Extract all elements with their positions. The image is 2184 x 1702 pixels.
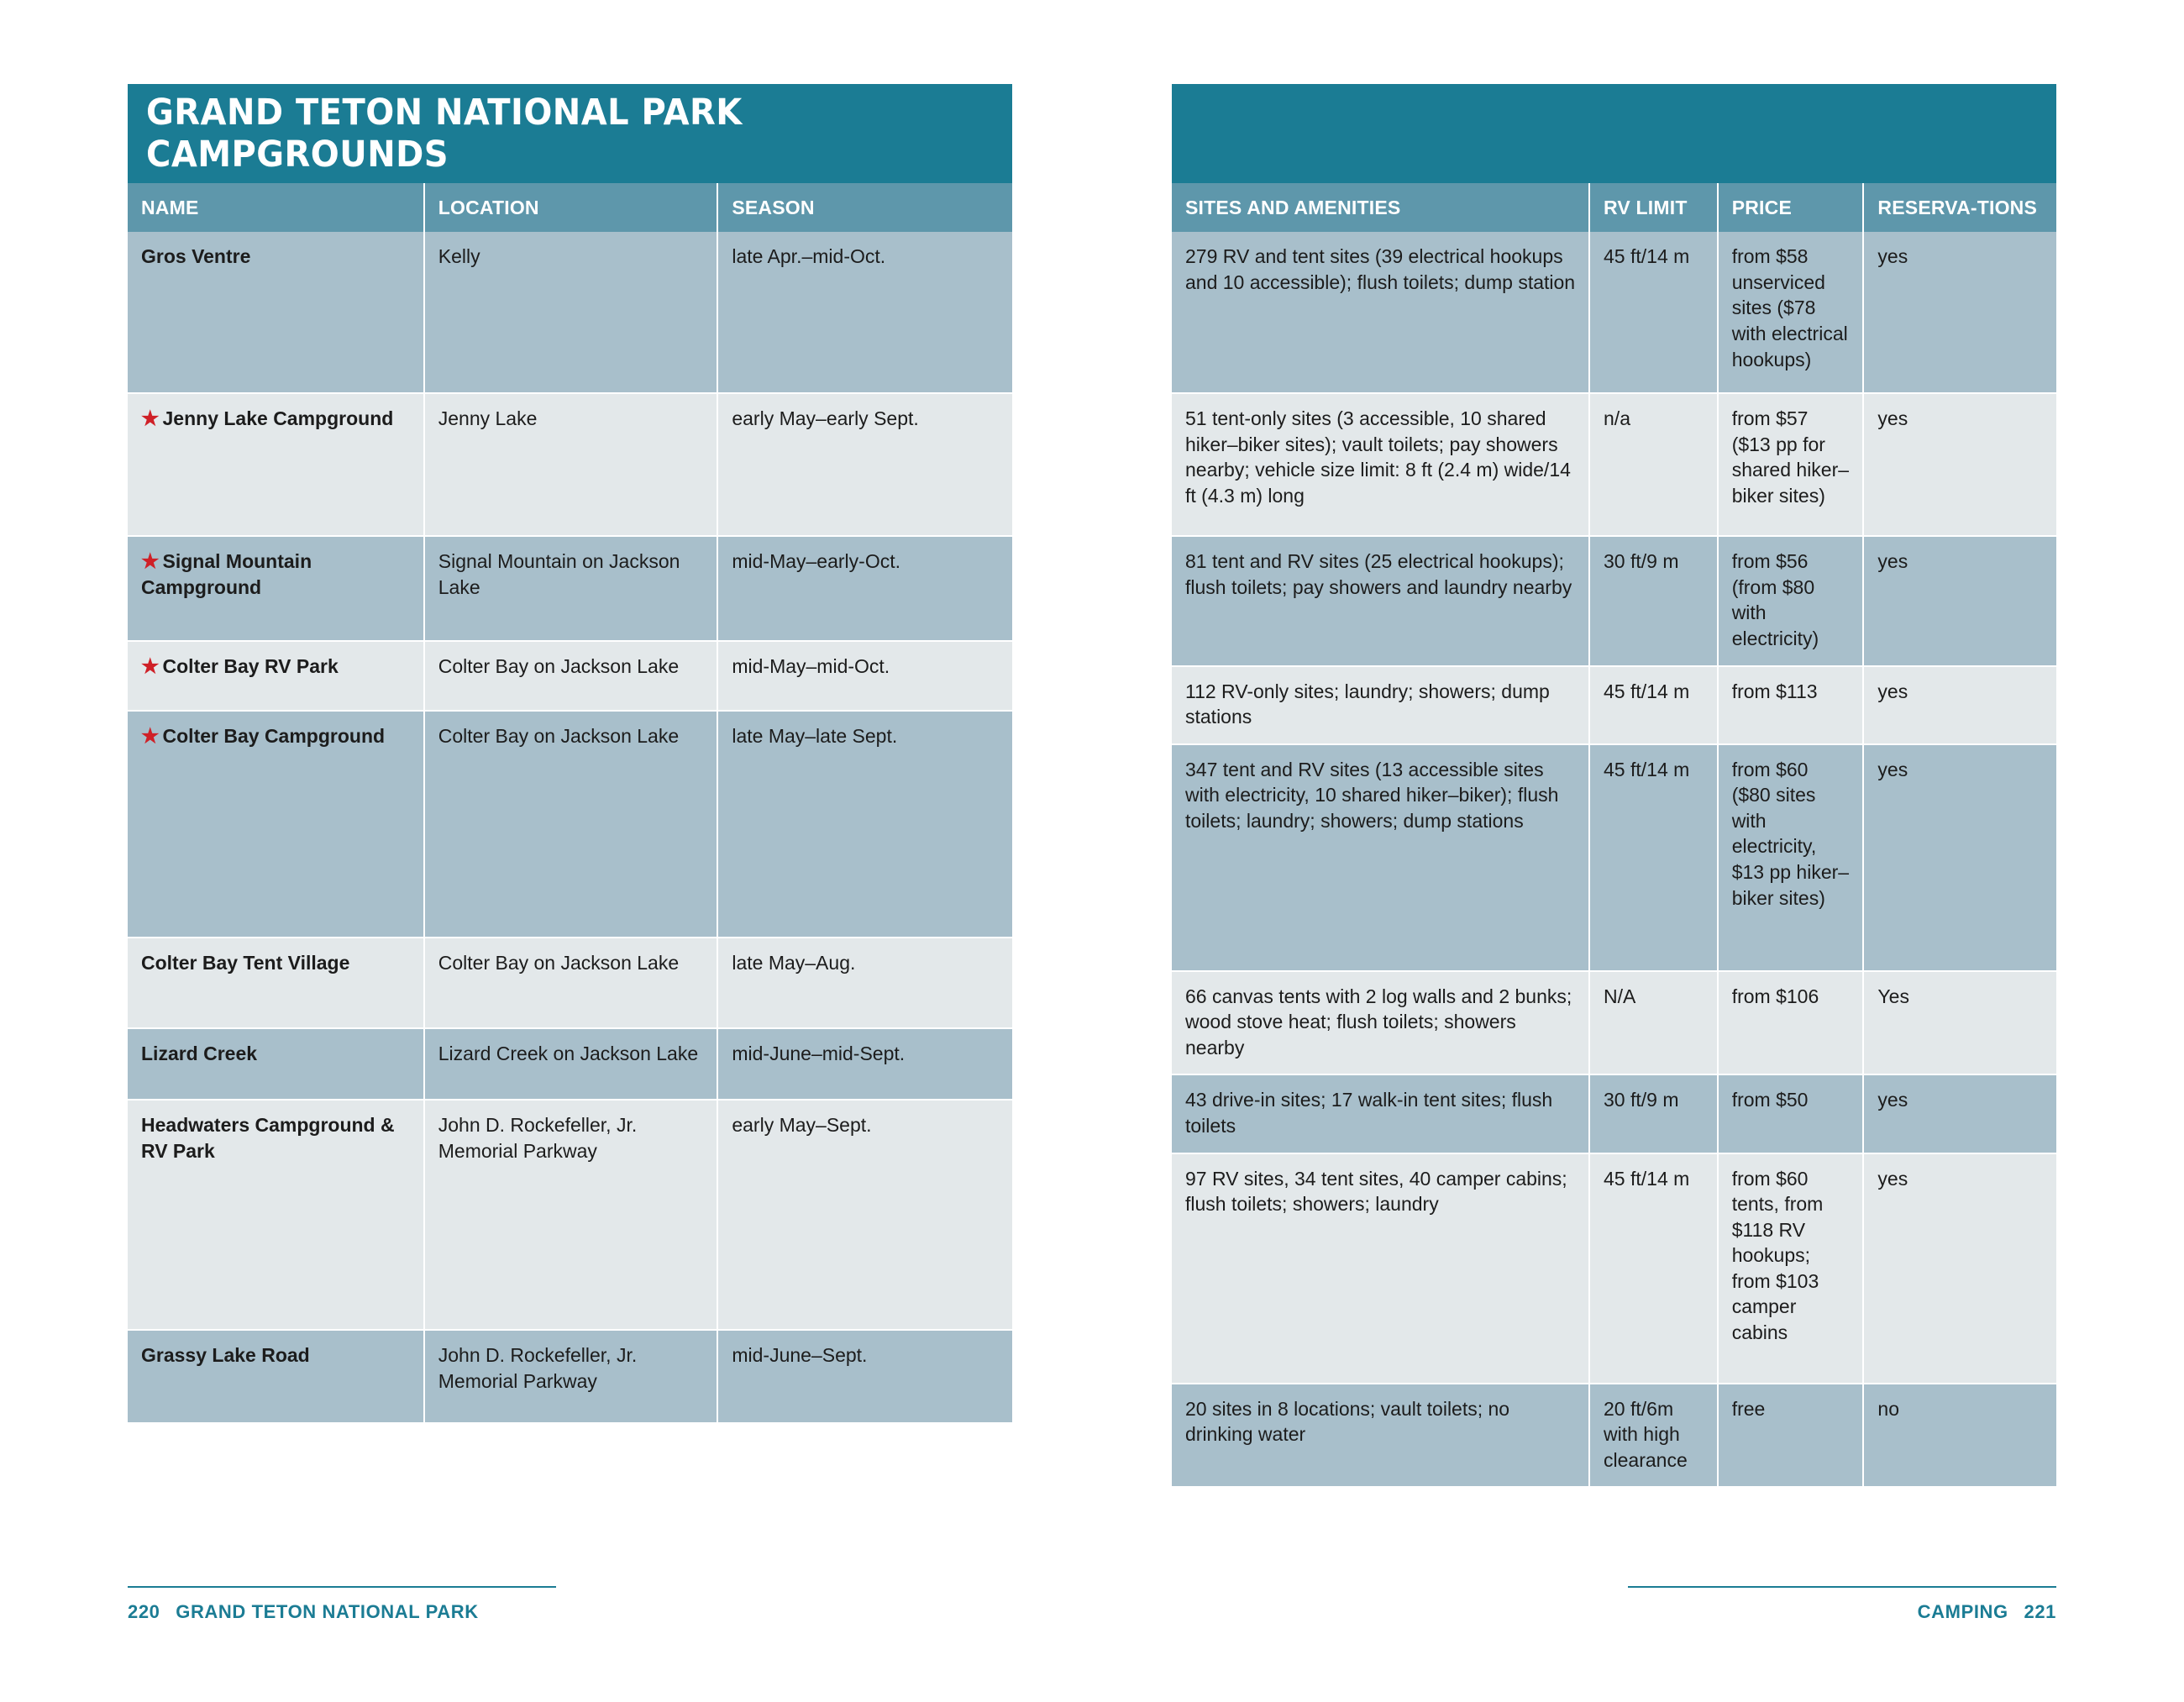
cell-season: mid-June–mid-Sept.	[717, 1028, 1012, 1100]
table-row	[128, 1330, 1012, 1422]
page-title: GRAND TETON NATIONAL PARK CAMPGROUNDS	[146, 92, 743, 176]
cell-reservations: yes	[1863, 666, 2056, 744]
cell-sites-and-amenities: 112 RV-only sites; laundry; showers; dump stations	[1172, 666, 1589, 744]
table-body-left	[128, 232, 1012, 1422]
cell-season: mid-May–mid-Oct.	[717, 641, 1012, 711]
table-row	[128, 1100, 1012, 1330]
cell-rv-limit: 45 ft/14 m	[1589, 744, 1718, 971]
column-header-name: NAME	[128, 183, 424, 232]
cell-sites-and-amenities: 347 tent and RV sites (13 accessible sites with electricity, 10 shared hiker–biker); flush toilets; laundry; showers; dump stations	[1172, 744, 1589, 971]
column-header-rv-limit: RV LIMIT	[1589, 183, 1718, 232]
cell-location: Signal Mountain on Jackson Lake	[424, 536, 718, 641]
cell-reservations: yes	[1863, 232, 2056, 393]
column-header-reservations: RESERVA-TIONS	[1863, 183, 2056, 232]
table-row	[128, 938, 1012, 1028]
table-row	[128, 536, 1012, 641]
table-head-right	[1172, 183, 2056, 232]
star-icon: ★	[141, 725, 160, 749]
page-number-right: 221	[2024, 1601, 2056, 1622]
cell-location: Colter Bay on Jackson Lake	[424, 641, 718, 711]
cell-price: from $57 ($13 pp for shared hiker–biker sites)	[1718, 393, 1864, 536]
cell-location: John D. Rockefeller, Jr. Memorial Parkway	[424, 1330, 718, 1422]
table-row	[1172, 1384, 2056, 1487]
cell-sites-and-amenities: 97 RV sites, 34 tent sites, 40 camper cabins; flush toilets; showers; laundry	[1172, 1153, 1589, 1384]
cell-price: from $58 unserviced sites ($78 with electrical hookups)	[1718, 232, 1864, 393]
cell-reservations: yes	[1863, 393, 2056, 536]
cell-rv-limit: 30 ft/9 m	[1589, 536, 1718, 665]
cell-season: late Apr.–mid-Oct.	[717, 232, 1012, 393]
cell-sites-and-amenities: 66 canvas tents with 2 log walls and 2 bunks; wood stove heat; flush toilets; showers nearby	[1172, 971, 1589, 1075]
cell-rv-limit: 45 ft/14 m	[1589, 666, 1718, 744]
cell-location: Kelly	[424, 232, 718, 393]
cell-reservations: yes	[1863, 1153, 2056, 1384]
cell-season: mid-May–early-Oct.	[717, 536, 1012, 641]
cell-name	[128, 1028, 424, 1100]
cell-reservations: Yes	[1863, 971, 2056, 1075]
cell-rv-limit: n/a	[1589, 393, 1718, 536]
cell-sites-and-amenities: 279 RV and tent sites (39 electrical hookups and 10 accessible); flush toilets; dump station	[1172, 232, 1589, 393]
cell-location: Jenny Lake	[424, 393, 718, 536]
campground-name: Gros Ventre	[141, 245, 251, 268]
campground-name: Grassy Lake Road	[141, 1344, 310, 1367]
footer-left	[128, 1586, 1012, 1623]
cell-name	[128, 536, 424, 641]
footer-divider	[1628, 1586, 2056, 1588]
right-page	[1092, 0, 2184, 1702]
table-row	[1172, 971, 2056, 1075]
cell-sites-and-amenities: 20 sites in 8 locations; vault toilets; no drinking water	[1172, 1384, 1589, 1487]
column-header-season: SEASON	[717, 183, 1012, 232]
cell-name	[128, 641, 424, 711]
column-header-sites-and-amenities: SITES AND AMENITIES	[1172, 183, 1589, 232]
campground-name: Colter Bay Tent Village	[141, 952, 350, 974]
cell-name	[128, 1330, 424, 1422]
table-row	[128, 393, 1012, 536]
cell-price: free	[1718, 1384, 1864, 1487]
cell-rv-limit: N/A	[1589, 971, 1718, 1075]
cell-location: Lizard Creek on Jackson Lake	[424, 1028, 718, 1100]
cell-location: John D. Rockefeller, Jr. Memorial Parkway	[424, 1100, 718, 1330]
table-row	[128, 641, 1012, 711]
table-row	[1172, 536, 2056, 665]
cell-rv-limit: 30 ft/9 m	[1589, 1074, 1718, 1153]
table-head-left	[128, 183, 1012, 232]
cell-price: from $60 tents, from $118 RV hookups; from $103 camper cabins	[1718, 1153, 1864, 1384]
table-body-right	[1172, 232, 2056, 1486]
cell-sites-and-amenities: 51 tent-only sites (3 accessible, 10 shared hiker–biker sites); vault toilets; pay showers nearby; vehicle size limit: 8 ft (2.4 m) wide/14 ft (4.3 m) long	[1172, 393, 1589, 536]
cell-sites-and-amenities: 81 tent and RV sites (25 electrical hookups); flush toilets; pay showers and laundry nearby	[1172, 536, 1589, 665]
cell-price: from $113	[1718, 666, 1864, 744]
table-title-banner	[128, 84, 1012, 183]
cell-rv-limit: 45 ft/14 m	[1589, 232, 1718, 393]
cell-name	[128, 711, 424, 938]
table-header-row	[1172, 183, 2056, 232]
campgrounds-table-left	[128, 183, 1012, 1422]
cell-name	[128, 393, 424, 536]
cell-price: from $106	[1718, 971, 1864, 1075]
table-row	[1172, 666, 2056, 744]
table-row	[1172, 1153, 2056, 1384]
cell-season: late May–late Sept.	[717, 711, 1012, 938]
campground-name: Jenny Lake Campground	[162, 407, 394, 430]
cell-season: mid-June–Sept.	[717, 1330, 1012, 1422]
footer-label-right: CAMPING	[1917, 1601, 2008, 1622]
cell-name	[128, 232, 424, 393]
cell-season: late May–Aug.	[717, 938, 1012, 1028]
cell-reservations: yes	[1863, 744, 2056, 971]
cell-reservations: yes	[1863, 1074, 2056, 1153]
table-row	[128, 711, 1012, 938]
cell-price: from $60 ($80 sites with electricity, $13 pp hiker–biker sites)	[1718, 744, 1864, 971]
cell-reservations: yes	[1863, 536, 2056, 665]
footer-right	[1172, 1586, 2056, 1623]
cell-rv-limit: 45 ft/14 m	[1589, 1153, 1718, 1384]
campground-name: Colter Bay Campground	[162, 725, 386, 748]
cell-season: early May–Sept.	[717, 1100, 1012, 1330]
cell-sites-and-amenities: 43 drive-in sites; 17 walk-in tent sites; flush toilets	[1172, 1074, 1589, 1153]
star-icon: ★	[141, 655, 160, 679]
table-row	[128, 1028, 1012, 1100]
cell-price: from $56 (from $80 with electricity)	[1718, 536, 1864, 665]
cell-location: Colter Bay on Jackson Lake	[424, 711, 718, 938]
cell-price: from $50	[1718, 1074, 1864, 1153]
column-header-location: LOCATION	[424, 183, 718, 232]
table-row	[128, 232, 1012, 393]
star-icon: ★	[141, 407, 160, 431]
footer-label-left: GRAND TETON NATIONAL PARK	[176, 1601, 479, 1622]
page-number-left: 220	[128, 1601, 160, 1622]
campground-name: Headwaters Campground & RV Park	[141, 1114, 395, 1162]
table-row	[1172, 1074, 2056, 1153]
cell-name	[128, 1100, 424, 1330]
star-icon: ★	[141, 550, 160, 574]
campground-name: Colter Bay RV Park	[162, 655, 339, 678]
cell-location: Colter Bay on Jackson Lake	[424, 938, 718, 1028]
table-header-row	[128, 183, 1012, 232]
footer-divider	[128, 1586, 556, 1588]
cell-rv-limit: 20 ft/6m with high clearance	[1589, 1384, 1718, 1487]
table-row	[1172, 744, 2056, 971]
campground-name: Signal Mountain Campground	[141, 550, 312, 598]
cell-name	[128, 938, 424, 1028]
table-row	[1172, 232, 2056, 393]
cell-season: early May–early Sept.	[717, 393, 1012, 536]
table-title-banner-continuation	[1172, 84, 2056, 183]
table-row	[1172, 393, 2056, 536]
cell-reservations: no	[1863, 1384, 2056, 1487]
column-header-price: PRICE	[1718, 183, 1864, 232]
campground-name: Lizard Creek	[141, 1043, 258, 1065]
campgrounds-table-right	[1172, 183, 2056, 1486]
